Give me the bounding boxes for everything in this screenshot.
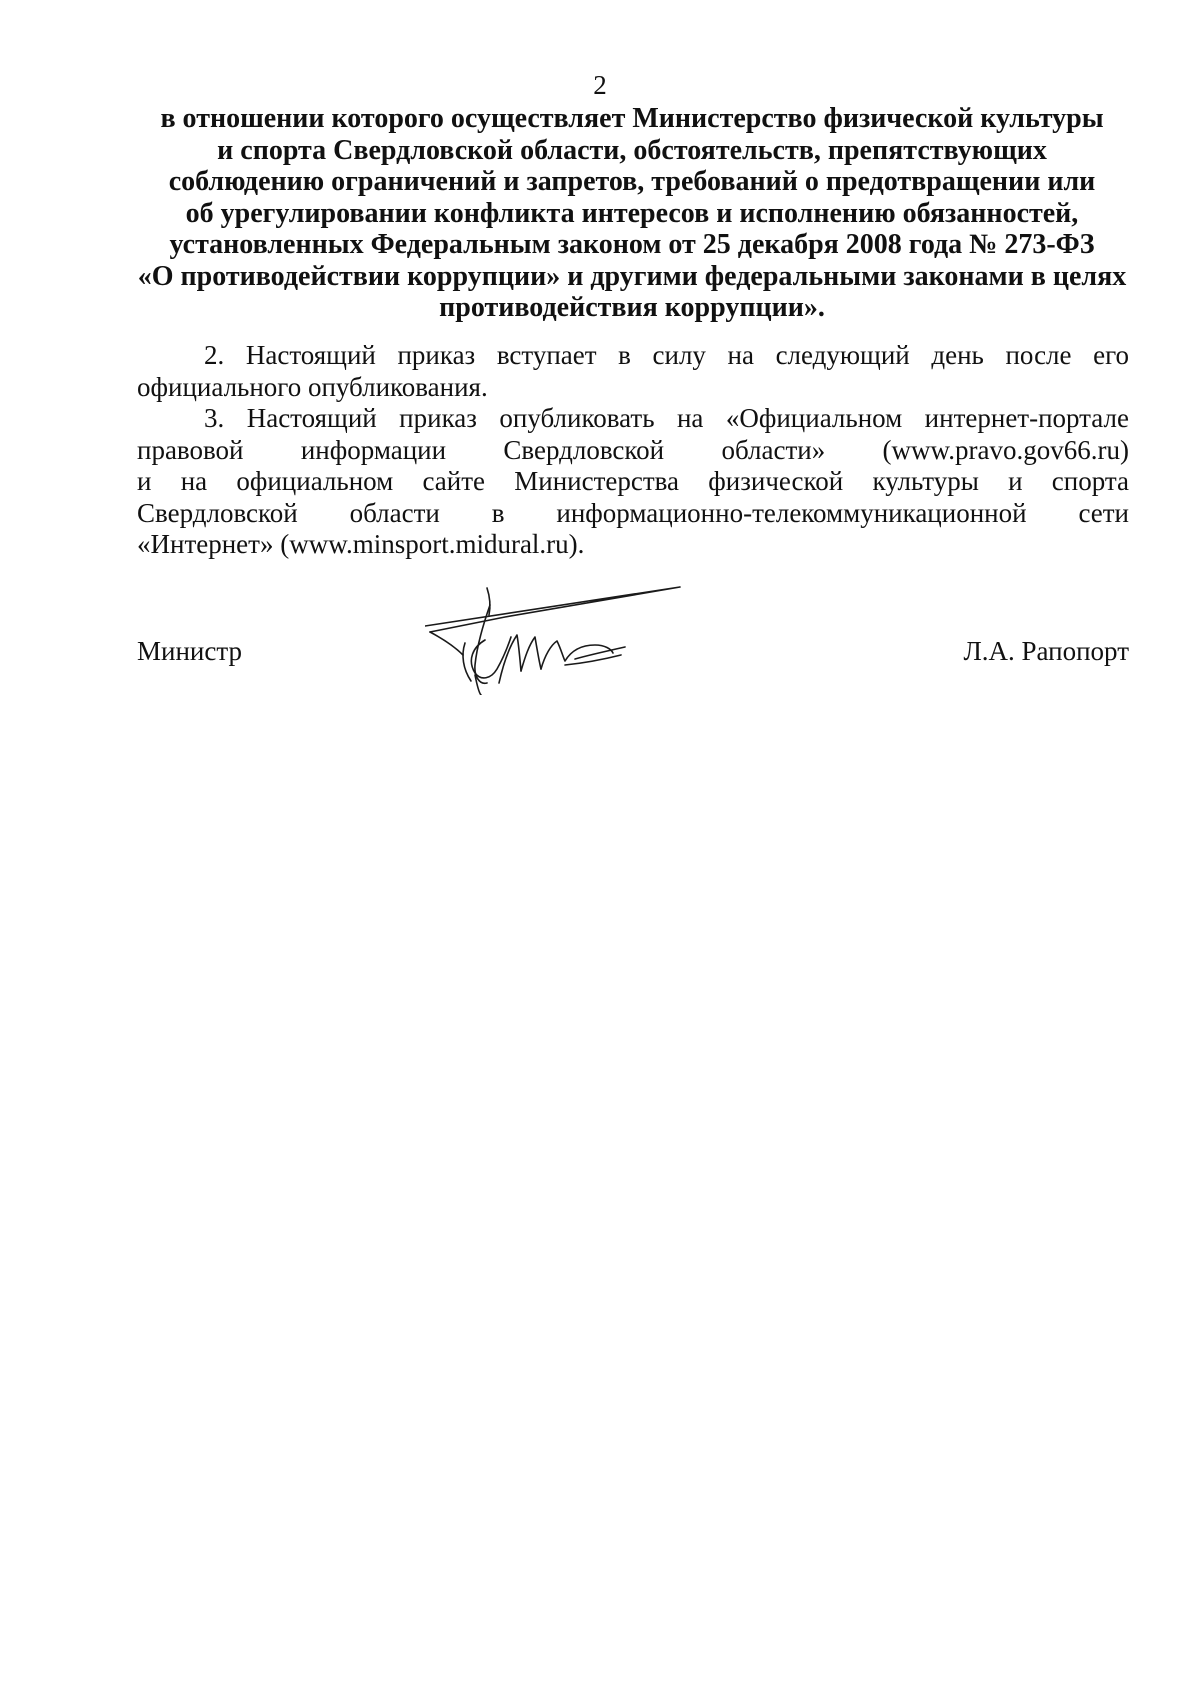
- paragraph-line: «Интернет» (www.minsport.midural.ru).: [137, 529, 585, 559]
- heading-line: в отношении которого осуществляет Министерство физической культуры: [160, 103, 1104, 134]
- paragraph-line: и на официальном сайте Министерства физической культуры и спорта: [137, 466, 1129, 496]
- handwritten-signature: [425, 585, 695, 695]
- paragraph-3: [137, 403, 1129, 561]
- paragraph-line: правовой информации Свердловской области» (www.pravo.gov66.ru): [137, 434, 1129, 465]
- order-heading: [132, 103, 1132, 324]
- paragraph-2: [137, 340, 1129, 403]
- heading-line: соблюдению ограничений и запретов, требований о предотвращении или: [168, 166, 1096, 197]
- heading-line: и спорта Свердловской области, обстоятельств, препятствующих: [217, 134, 1047, 166]
- page-number: 2: [593, 70, 607, 100]
- heading-line: об урегулировании конфликта интересов и исполнению обязанностей,: [185, 197, 1079, 229]
- heading-line: «О противодействии коррупции» и другими федеральными законами в целях: [137, 260, 1127, 292]
- signatory-name: Л.А. Рапопорт: [963, 636, 1129, 666]
- paragraph-line: 2. Настоящий приказ вступает в силу на следующий день после его: [204, 340, 1129, 370]
- signatory-title: Министр: [137, 636, 242, 666]
- heading-line: установленных Федеральным законом от 25 декабря 2008 года № 273-ФЗ: [169, 229, 1095, 260]
- paragraph-line: официального опубликования.: [137, 371, 488, 402]
- heading-line: противодействия коррупции».: [439, 292, 825, 323]
- paragraph-line: Свердловской области в информационно-телекоммуникационной сети: [137, 497, 1129, 528]
- paragraph-line: 3. Настоящий приказ опубликовать на «Официальном интернет-портале: [204, 403, 1129, 433]
